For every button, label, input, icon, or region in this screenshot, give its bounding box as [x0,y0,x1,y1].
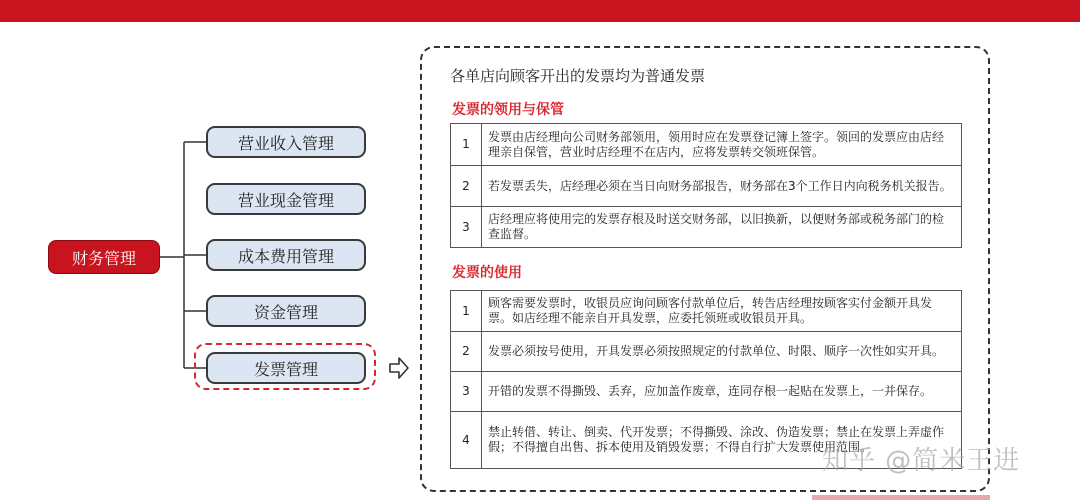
row-number: 2 [451,332,482,372]
receive-keep-table [450,123,962,248]
row-number: 2 [451,166,482,207]
row-number: 3 [451,372,482,412]
watermark: 知乎 @简米王进 [822,446,1021,476]
row-text: 开错的发票不得撕毁、丢弃，应加盖作废章，连同存根一起贴在发票上，一并保存。 [482,372,962,412]
bottom-accent-bar [812,495,990,500]
table-row [451,207,962,248]
branch-revenue-management: 营业收入管理 [206,126,366,158]
row-number: 3 [451,207,482,248]
invoice-highlight-frame [194,343,376,390]
row-number: 1 [451,124,482,166]
row-text: 发票必须按号使用，开具发票必须按照规定的付款单位、时限、顺序一次性如实开具。 [482,332,962,372]
table-row [451,124,962,166]
branch-cost-management: 成本费用管理 [206,239,366,271]
root-node-finance-management: 财务管理 [48,240,160,274]
branch-invoice-management: 发票管理 [206,352,366,384]
section-heading-receive-keep: 发票的领用与保管 [452,102,564,118]
row-number: 4 [451,412,482,469]
section-heading-usage: 发票的使用 [452,265,522,281]
row-text: 若发票丢失，店经理必须在当日向财务部报告，财务部在3个工作日内向税务机关报告。 [482,166,962,207]
table-row [451,332,962,372]
row-text: 顾客需要发票时，收银员应询问顾客付款单位后，转告店经理按顾客实付金额开具发票。如店经理不能亲自开具发票，应委托领班或收银员开具。 [482,291,962,332]
table-row [451,166,962,207]
right-arrow-icon [388,356,410,380]
row-number: 1 [451,291,482,332]
table-row [451,291,962,332]
panel-title: 各单店向顾客开出的发票均为普通发票 [450,67,706,85]
branch-fund-management: 资金管理 [206,295,366,327]
row-text: 禁止转借、转让、倒卖、代开发票；不得撕毁、涂改、伪造发票；禁止在发票上弄虚作假；不得擅自出售、拆本使用及销毁发票；不得自行扩大发票使用范围。 [482,412,962,469]
table-row [451,372,962,412]
branch-cash-management: 营业现金管理 [206,183,366,215]
row-text: 发票由店经理向公司财务部领用，领用时应在发票登记簿上签字。领回的发票应由店经理亲自保管，营业时店经理不在店内，应将发票转交领班保管。 [482,124,962,166]
row-text: 店经理应将使用完的发票存根及时送交财务部，以旧换新，以便财务部或税务部门的检查监督。 [482,207,962,248]
